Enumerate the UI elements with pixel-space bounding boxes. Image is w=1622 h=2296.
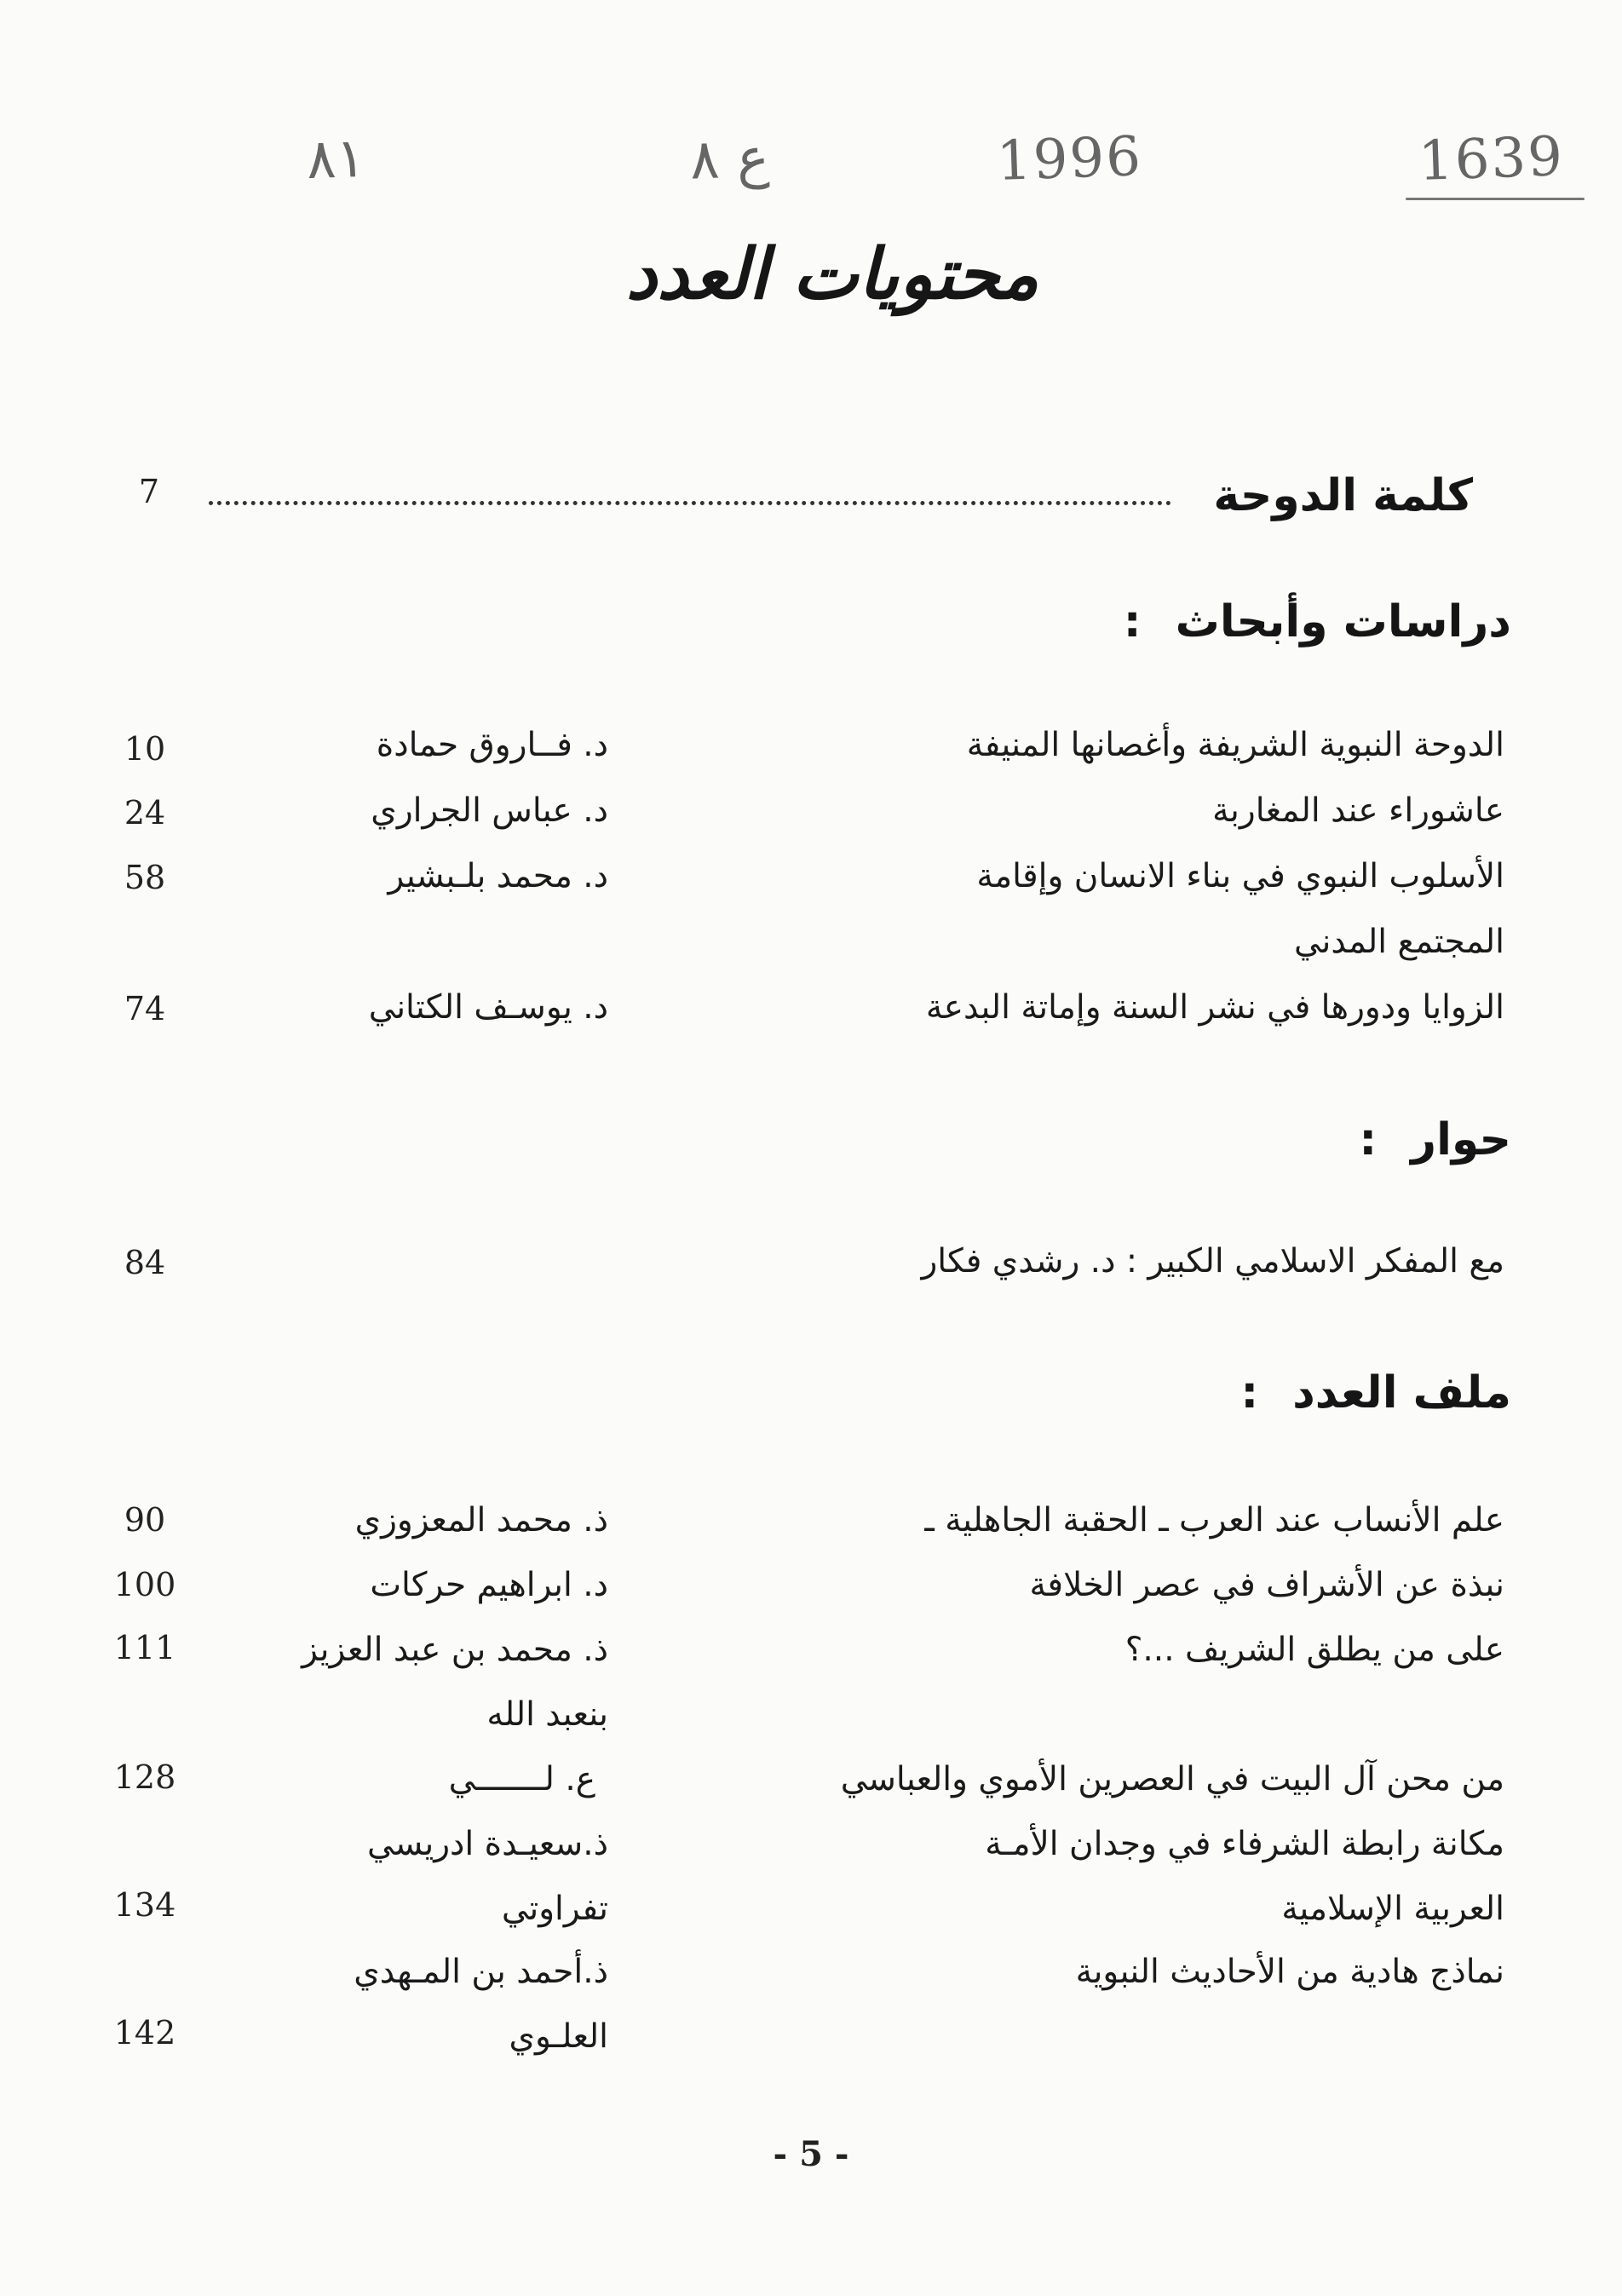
- toc-item-title: نبذة عن الأشراف في عصر الخلافة: [1029, 1566, 1504, 1604]
- toc-item-page: 74: [124, 990, 166, 1027]
- toc-item-page: 84: [124, 1244, 166, 1281]
- toc-item-author: د. عباس الجراري: [371, 791, 608, 830]
- toc-item-page: 100: [113, 1566, 176, 1603]
- section-editorial: كلمة الدوحة: [1213, 470, 1473, 521]
- section-dossier-label: ملف العدد: [1292, 1367, 1511, 1418]
- toc-item-title-continued: المجتمع المدني: [1293, 923, 1504, 961]
- toc-item-page: 142: [113, 2014, 176, 2051]
- handwritten-annotation-3: ع ٨: [688, 126, 771, 193]
- toc-item-author: د. ابراهيم حركات: [370, 1566, 608, 1604]
- handwritten-stroke: [1406, 198, 1585, 200]
- toc-item-title: نماذج هادية من الأحاديث النبوية: [1075, 1953, 1504, 1991]
- toc-item-author-continued: العلـوي: [509, 2017, 608, 2056]
- section-studies-label: دراسات وأبحاث: [1175, 596, 1511, 647]
- section-dossier-colon: :: [1240, 1367, 1259, 1418]
- toc-item-author: ع. لـــــــي: [448, 1760, 595, 1798]
- dot-leader: [209, 501, 1171, 505]
- toc-item-page: 111: [113, 1629, 176, 1666]
- toc-item-page: 90: [124, 1501, 166, 1539]
- page-title: محتويات العدد: [625, 234, 1039, 315]
- toc-item-author: د. يوسـف الكتاني: [368, 988, 608, 1027]
- toc-item-author: ذ. محمد بن عبد العزيز: [302, 1631, 608, 1669]
- section-studies: [1124, 596, 1511, 647]
- toc-item-title: من محن آل البيت في العصرين الأموي والعباسي: [840, 1760, 1504, 1798]
- toc-item-title: الأسلوب النبوي في بناء الانسان وإقامة: [976, 857, 1504, 895]
- toc-item-author: ذ.سعيـدة ادريسي: [367, 1825, 608, 1863]
- section-dossier: [1240, 1367, 1511, 1418]
- handwritten-annotation-2: 1996: [995, 125, 1144, 193]
- toc-item-page: 58: [124, 859, 166, 896]
- toc-item-page: 134: [113, 1886, 176, 1924]
- toc-item-title: مع المفكر الاسلامي الكبير : د. رشدي فكار: [921, 1242, 1504, 1280]
- toc-item-author-continued: بنعبد الله: [486, 1695, 608, 1734]
- toc-item-title-continued: العربية الإسلامية: [1281, 1890, 1504, 1928]
- toc-item-author: ذ.أحمد بن المـهدي: [354, 1953, 608, 1991]
- section-studies-colon: :: [1123, 596, 1142, 647]
- section-interview-label: حوار: [1411, 1114, 1511, 1165]
- toc-item-title: الدوحة النبوية الشريفة وأغصانها المنيفة: [966, 726, 1504, 764]
- toc-item-author: ذ. محمد المعزوزي: [354, 1501, 608, 1539]
- toc-item-title: عاشوراء عند المغاربة: [1212, 791, 1504, 830]
- handwritten-annotation-4: ٨١: [305, 126, 367, 193]
- toc-item-author: د. محمد بلـبشير: [388, 857, 608, 895]
- toc-item-page: 24: [124, 794, 166, 832]
- page-folio: - 5 -: [773, 2134, 849, 2174]
- toc-item-author-continued: تفراوتي: [501, 1890, 608, 1928]
- toc-item-title: على من يطلق الشريف ...؟: [1124, 1631, 1504, 1669]
- section-interview-colon: :: [1359, 1114, 1378, 1165]
- toc-item-page: 10: [124, 730, 166, 768]
- toc-item-page: 128: [113, 1758, 176, 1796]
- toc-item-title: مكانة رابطة الشرفاء في وجدان الأمـة: [985, 1825, 1504, 1863]
- page-number-editorial: 7: [138, 473, 160, 510]
- section-interview: [1359, 1114, 1511, 1165]
- toc-item-author: د. فــاروق حمادة: [376, 726, 608, 764]
- toc-item-title: علم الأنساب عند العرب ـ الحقبة الجاهلية ـ: [924, 1501, 1504, 1539]
- toc-item-title: الزوايا ودورها في نشر السنة وإماتة البدعة: [925, 988, 1504, 1027]
- handwritten-annotation-1: 1639: [1417, 125, 1566, 193]
